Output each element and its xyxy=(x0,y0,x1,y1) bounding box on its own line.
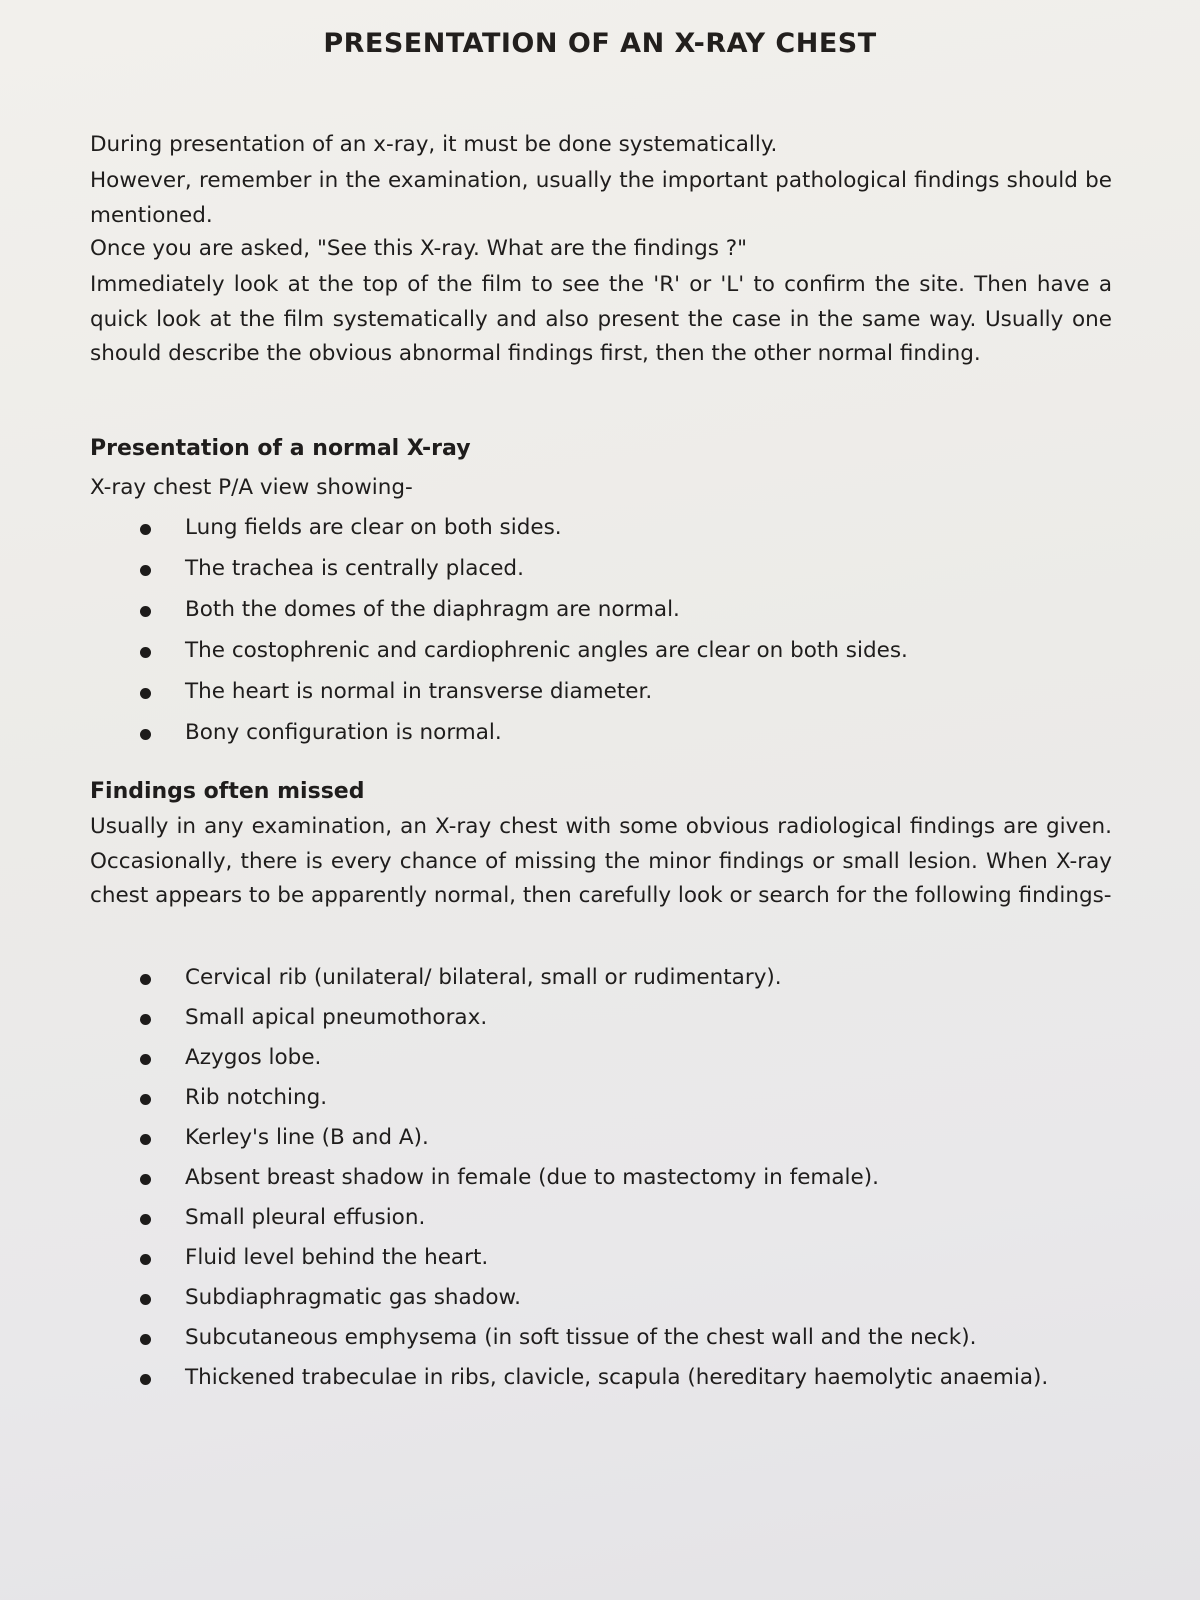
list-item-text: Bony configuration is normal. xyxy=(185,720,502,745)
list-item-text: The trachea is centrally placed. xyxy=(185,556,524,581)
list-item-text: Rib notching. xyxy=(185,1085,328,1110)
page-title: PRESENTATION OF AN X-RAY CHEST xyxy=(323,28,877,59)
list-item xyxy=(140,1318,1048,1358)
bullet-icon xyxy=(140,1254,151,1265)
bullet-icon xyxy=(140,1014,151,1025)
intro-line-1: During presentation of an x-ray, it must be done systematically. xyxy=(90,132,778,157)
bullet-icon xyxy=(140,974,151,985)
list-item xyxy=(140,958,1048,998)
list-item-text: Both the domes of the diaphragm are normal. xyxy=(185,597,680,622)
list-item-text: The heart is normal in transverse diameter. xyxy=(185,679,653,704)
list-item-text: Azygos lobe. xyxy=(185,1045,322,1070)
list-item xyxy=(140,1038,1048,1078)
bullet-icon xyxy=(140,1094,151,1105)
list-item-text: Absent breast shadow in female (due to mastectomy in female). xyxy=(185,1165,879,1190)
list-item-text: Small pleural effusion. xyxy=(185,1205,426,1230)
bullet-icon xyxy=(140,729,151,740)
list-item-text: The costophrenic and cardiophrenic angles are clear on both sides. xyxy=(185,638,908,663)
list-item-text: Lung fields are clear on both sides. xyxy=(185,515,562,540)
intro-line-3: Once you are asked, "See this X-ray. What are the findings ?" xyxy=(90,236,748,261)
normal-xray-lead: X-ray chest P/A view showing- xyxy=(90,475,413,500)
list-item xyxy=(140,1118,1048,1158)
list-item-text: Subcutaneous emphysema (in soft tissue of the chest wall and the neck). xyxy=(185,1325,977,1350)
bullet-icon xyxy=(140,1174,151,1185)
list-item xyxy=(140,1358,1048,1398)
list-item xyxy=(140,589,908,630)
list-item xyxy=(140,548,908,589)
missed-findings-list xyxy=(140,958,1048,1398)
list-item-text: Cervical rib (unilateral/ bilateral, small or rudimentary). xyxy=(185,965,782,990)
bullet-icon xyxy=(140,606,151,617)
bullet-icon xyxy=(140,565,151,576)
bullet-icon xyxy=(140,1294,151,1305)
list-item xyxy=(140,630,908,671)
list-item xyxy=(140,712,908,753)
normal-xray-heading: Presentation of a normal X-ray xyxy=(90,436,471,461)
bullet-icon xyxy=(140,1134,151,1145)
bullet-icon xyxy=(140,1214,151,1225)
intro-paragraph-4: Immediately look at the top of the film to see the 'R' or 'L' to confirm the site. Then have a quick look at the film systematically and also present the case in the same way. Usually one should describe the obvious abnormal findings first, then the other normal finding. xyxy=(90,272,1112,366)
bullet-icon xyxy=(140,647,151,658)
list-item xyxy=(140,1278,1048,1318)
list-item xyxy=(140,1238,1048,1278)
bullet-icon xyxy=(140,1054,151,1065)
bullet-icon xyxy=(140,524,151,535)
findings-missed-heading: Findings often missed xyxy=(90,779,365,804)
list-item xyxy=(140,507,908,548)
intro-paragraph-2: However, remember in the examination, usually the important pathological findings should be mentioned. xyxy=(90,168,1112,228)
findings-missed-paragraph: Usually in any examination, an X-ray chest with some obvious radiological findings are given. Occasionally, there is every chance of missing the minor findings or small lesion. When X-ray chest appears to be apparently normal, then carefully look or search for the following findings- xyxy=(90,814,1112,908)
bullet-icon xyxy=(140,688,151,699)
list-item xyxy=(140,1198,1048,1238)
bullet-icon xyxy=(140,1374,151,1385)
normal-findings-list xyxy=(140,507,908,753)
list-item xyxy=(140,671,908,712)
list-item xyxy=(140,1158,1048,1198)
list-item-text: Fluid level behind the heart. xyxy=(185,1245,489,1270)
list-item-text: Thickened trabeculae in ribs, clavicle, scapula (hereditary haemolytic anaemia). xyxy=(185,1365,1049,1390)
bullet-icon xyxy=(140,1334,151,1345)
list-item-text: Kerley's line (B and A). xyxy=(185,1125,429,1150)
list-item xyxy=(140,1078,1048,1118)
list-item xyxy=(140,998,1048,1038)
list-item-text: Subdiaphragmatic gas shadow. xyxy=(185,1285,521,1310)
list-item-text: Small apical pneumothorax. xyxy=(185,1005,488,1030)
